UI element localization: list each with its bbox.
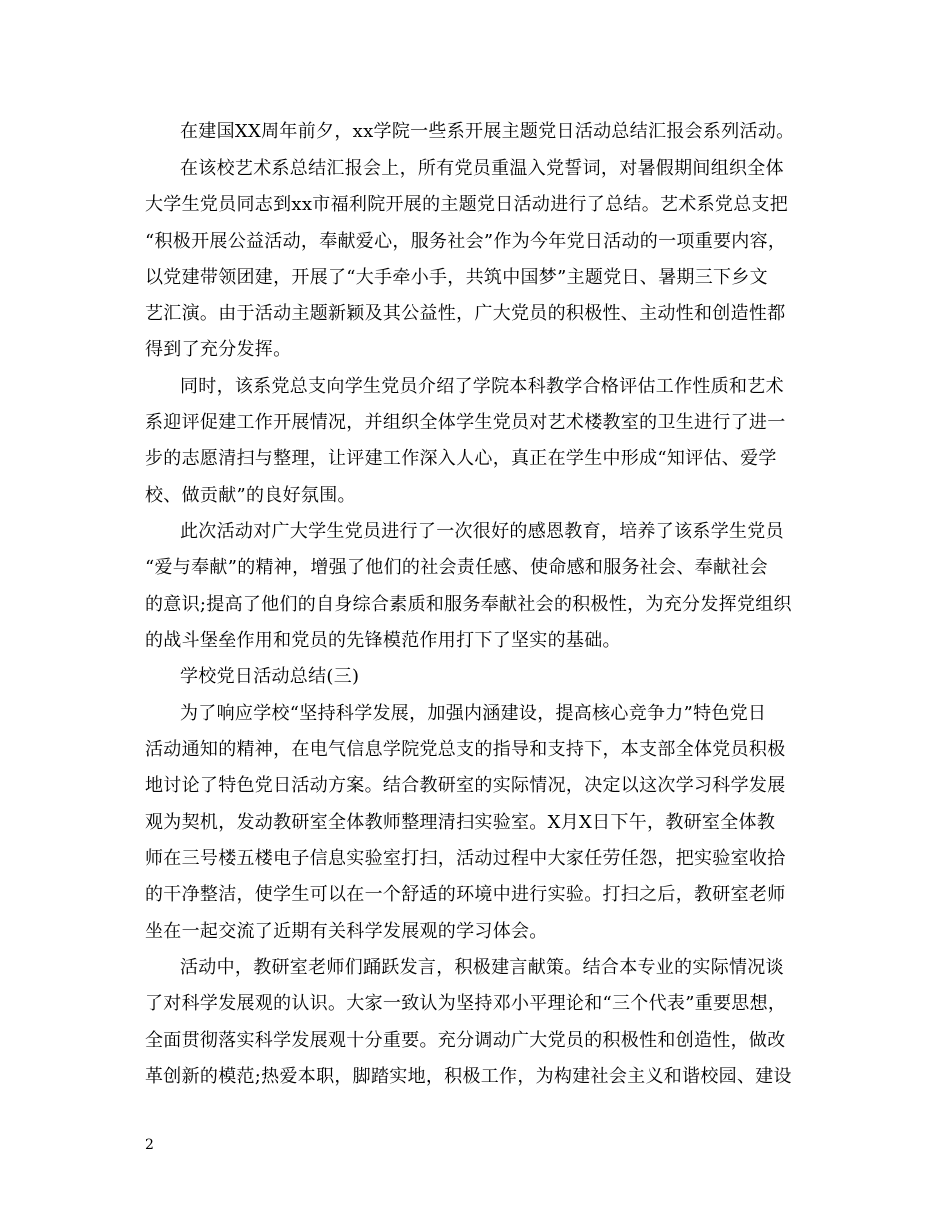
text-line: 以党建带领团建，开展了“大手牵小手，共筑中国梦”主题党日、暑期三下乡文 [145,267,768,288]
text-line: 在建国XX周年前夕，xx学院一些系开展主题党日活动总结汇报会系列活动。 [180,121,795,142]
text-line: 师在三号楼五楼电子信息实验室打扫，活动过程中大家任劳任怨，把实验室收拾 [145,848,786,869]
text-line: 大学生党员同志到xx市福利院开展的主题党日活动进行了总结。艺术系党总支把 [145,194,789,215]
text-line: 革创新的模范;热爱本职，脚踏实地，积极工作，为构建社会主义和谐校园、建设 [145,1066,792,1087]
text-line: 地讨论了特色党日活动方案。结合教研室的实际情况，决定以这次学习科学发展 [145,775,786,796]
text-line: 步的志愿清扫与整理，让评建工作深入人心，真正在学生中形成“知评估、爱学 [145,448,777,469]
text-line: 活动通知的精神，在电气信息学院党总支的指导和支持下，本支部全体党员积极 [145,739,786,760]
text-line: 校、做贡献”的良好氛围。 [145,485,356,506]
text-line: 此次活动对广大学生党员进行了一次很好的感恩教育，培养了该系学生党员 [180,521,784,542]
page-number: 2 [145,1137,154,1153]
text-line: 在该校艺术系总结汇报会上，所有党员重温入党誓词，对暑假期间组织全体 [180,158,784,179]
text-line: 的干净整洁，使学生可以在一个舒适的环境中进行实验。打扫之后，教研室老师 [145,884,786,905]
text-line: 同时，该系党总支向学生党员介绍了学院本科教学合格评估工作性质和艺术 [180,376,784,397]
text-line: 的战斗堡垒作用和党员的先锋模范作用打下了坚实的基础。 [145,630,621,651]
text-line: 了对科学发展观的认识。大家一致认为坚持邓小平理论和“三个代表”重要思想， [145,993,787,1014]
text-line: 为了响应学校“坚持科学发展，加强内涵建设，提高核心竞争力”特色党日 [180,703,767,724]
text-line: “积极开展公益活动，奉献爱心，服务社会”作为今年党日活动的一项重要内容， [145,231,787,252]
text-line: 的意识;提高了他们的自身综合素质和服务奉献社会的积极性，为充分发挥党组织 [145,594,792,615]
text-line: “爱与奉献”的精神，增强了他们的社会责任感、使命感和服务社会、奉献社会 [145,557,768,578]
text-line: 活动中，教研室老师们踊跃发言，积极建言献策。结合本专业的实际情况谈 [180,957,784,978]
text-line: 全面贯彻落实科学发展观十分重要。充分调动广大党员的积极性和创造性，做改 [145,1030,786,1051]
text-line: 得到了充分发挥。 [145,339,292,360]
text-line: 系迎评促建工作开展情况，并组织全体学生党员对艺术楼教室的卫生进行了进一 [145,412,786,433]
text-line: 观为契机，发动教研室全体教师整理清扫实验室。X月X日下午，教研室全体教 [145,812,776,833]
text-line: 坐在一起交流了近期有关科学发展观的学习体会。 [145,921,548,942]
text-line: 艺汇演。由于活动主题新颖及其公益性，广大党员的积极性、主动性和创造性都 [145,303,786,324]
section-heading: 学校党日活动总结(三) [180,666,360,687]
